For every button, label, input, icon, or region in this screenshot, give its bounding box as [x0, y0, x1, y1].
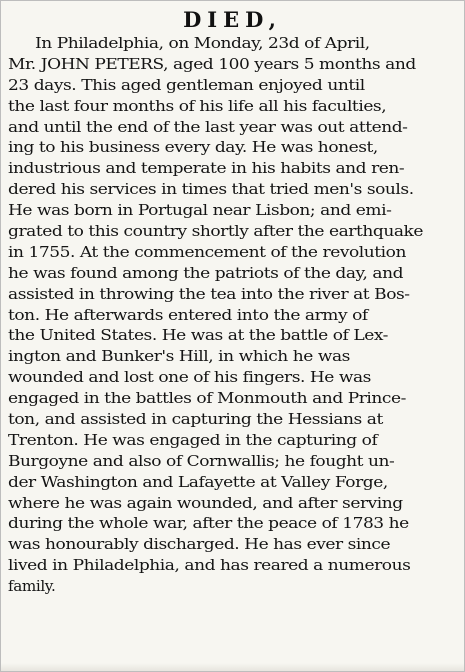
text-line: the last four months of his life all his faculties,: [8, 96, 387, 115]
text-line: and until the end of the last year was out attend-: [8, 117, 408, 136]
text-line: grated to this country shortly after the earthquake: [8, 222, 424, 241]
text-line: ton, and assisted in capturing the Hessians at: [8, 410, 383, 429]
text-line: In Philadelphia, on Monday, 23d of April,: [35, 34, 370, 52]
obituary-heading: DIED,: [183, 7, 282, 32]
text-line: Mr. JOHN PETERS, aged 100 years 5 months and: [8, 54, 416, 73]
text-line: during the whole war, after the peace of 1783 he: [8, 514, 409, 533]
text-line: lived in Philadelphia, and has reared a numerous: [8, 556, 411, 575]
obituary-text: [1, 33, 465, 597]
text-line: ing to his business every day. He was honest,: [8, 138, 378, 157]
text-line: family.: [8, 577, 56, 596]
text-line: Trenton. He was engaged in the capturing of: [8, 430, 378, 449]
text-line: the United States. He was at the battle of Lex-: [8, 326, 388, 345]
torn-edge-shadow: [1, 663, 464, 671]
text-line: industrious and temperate in his habits and ren-: [8, 159, 405, 178]
text-line: assisted in throwing the tea into the river at Bos-: [8, 284, 410, 303]
text-line: 23 days. This aged gentleman enjoyed until: [8, 75, 365, 94]
text-line: in 1755. At the commencement of the revolution: [8, 242, 406, 261]
text-line: Burgoyne and also of Cornwallis; he fought un-: [8, 451, 395, 470]
text-line: where he was again wounded, and after serving: [8, 493, 403, 512]
text-line: ton. He afterwards entered into the army of: [8, 305, 368, 324]
text-line: He was born in Portugal near Lisbon; and emi-: [8, 201, 392, 220]
text-line: dered his services in times that tried men's souls.: [8, 180, 414, 199]
text-line: ington and Bunker's Hill, in which he was: [8, 347, 350, 366]
text-line: engaged in the battles of Monmouth and Prince-: [8, 389, 406, 408]
text-line: he was found among the patriots of the day, and: [8, 263, 404, 282]
text-line: was honourably discharged. He has ever since: [8, 535, 391, 554]
text-line: wounded and lost one of his fingers. He was: [8, 368, 371, 387]
text-line: der Washington and Lafayette at Valley Forge,: [8, 472, 388, 491]
